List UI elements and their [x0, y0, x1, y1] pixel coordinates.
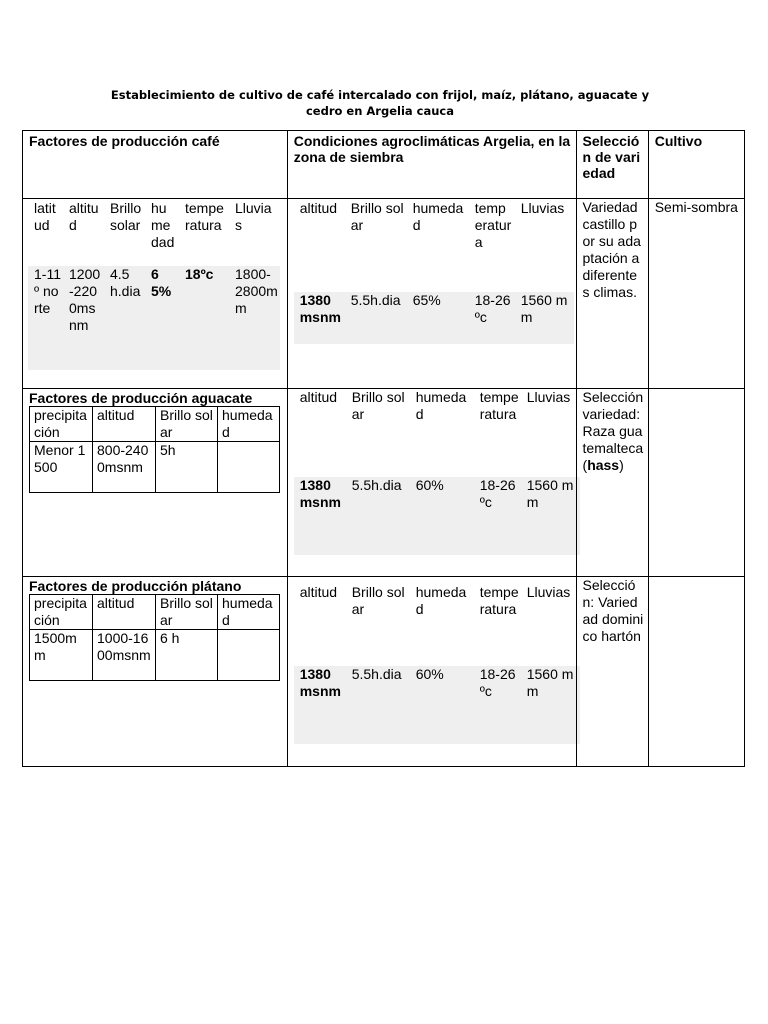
cafe-conditions-table: [294, 200, 574, 344]
platano-cond-label: Lluvias: [526, 584, 571, 600]
cafe-cond-label: Lluvias: [520, 200, 565, 216]
platano-cond-value: 60%: [410, 666, 474, 744]
header-condiciones-cell: [287, 131, 576, 199]
platano-value: 1500mm: [30, 630, 93, 681]
cafe-label: latitud: [34, 200, 56, 233]
platano-cond-label: humedad: [415, 584, 467, 617]
aguacate-cond-label: Brillo solar: [351, 389, 405, 422]
aguacate-conditions-table: [294, 389, 580, 555]
platano-cond-label: altitud: [299, 584, 338, 600]
cafe-label: Brillo solar: [110, 200, 142, 233]
header-factores-cell: [23, 131, 288, 199]
aguacate-cond-value: 5.5h.dia: [346, 477, 410, 555]
platano-factors-table: [29, 594, 280, 681]
aguacate-factors-cell: [23, 389, 288, 577]
header-condiciones: Condiciones agroclimáticas Argelia, en la zona de siembra: [293, 133, 571, 165]
cafe-label: temperatura: [185, 200, 224, 233]
platano-seleccion: Selección: Variedad dominico hartón: [582, 577, 644, 644]
platano-cond-value: 5.5h.dia: [346, 666, 410, 744]
cafe-factors-cell: [23, 199, 288, 389]
aguacate-label: altitud: [93, 407, 156, 442]
platano-value: 1000-1600msnm: [93, 630, 156, 681]
cafe-label: humedad: [151, 200, 175, 250]
cafe-value: 1-11º norte: [28, 266, 63, 370]
aguacate-seleccion-text: Selección variedad: Raza guatemalteca(: [582, 389, 644, 473]
aguacate-cond-label: temperatura: [479, 389, 519, 422]
cafe-cond-value: 5.5h.dia: [345, 292, 407, 344]
platano-cond-label: Brillo solar: [351, 584, 405, 617]
aguacate-label: humedad: [218, 407, 280, 442]
aguacate-seleccion: [577, 389, 648, 474]
cafe-conditions-cell: [287, 199, 576, 389]
cafe-factors-table: [28, 200, 280, 370]
cafe-cond-value: 1380 msnm: [294, 292, 345, 344]
platano-conditions-table: [294, 584, 580, 744]
aguacate-label: Brillo solar: [156, 407, 218, 442]
platano-label: altitud: [93, 595, 156, 630]
cafe-label: altitud: [69, 200, 99, 233]
cafe-value: 1800-2800mm: [229, 266, 280, 370]
platano-seleccion-cell: [576, 577, 648, 767]
aguacate-value: 5h: [156, 442, 218, 493]
platano-value: 6 h: [156, 630, 218, 681]
header-cultivo-cell: [648, 131, 744, 199]
cafe-cond-value: 65%: [407, 292, 469, 344]
cafe-value: 1200-2200msnm: [63, 266, 104, 370]
header-seleccion-cell: [576, 131, 648, 199]
aguacate-cultivo-cell: [648, 389, 744, 577]
aguacate-seleccion-variety: hass: [587, 457, 620, 473]
aguacate-cond-label: altitud: [299, 389, 338, 405]
platano-conditions-cell: [287, 577, 576, 767]
cafe-cond-label: Brillo solar: [350, 200, 404, 233]
platano-cond-label: temperatura: [479, 584, 519, 617]
platano-cond-value: 18-26ºc: [474, 666, 521, 744]
document-title: Establecimiento de cultivo de café intercalado con frijol, maíz, plátano, aguacate y cedro en Argelia cauca: [110, 88, 650, 118]
aguacate-cond-label: Lluvias: [526, 389, 571, 405]
cafe-cond-label: temperatura: [474, 200, 512, 250]
cafe-label: Lluvias: [235, 200, 272, 233]
aguacate-seleccion-cell: [576, 389, 648, 577]
cafe-seleccion: Variedad castillo por su adaptación a diferentes climas.: [582, 199, 641, 300]
aguacate-value: Menor 1500: [30, 442, 93, 493]
cafe-cond-label: humedad: [412, 200, 464, 233]
aguacate-conditions-cell: [287, 389, 576, 577]
aguacate-section-title: Factores de producción aguacate: [29, 390, 253, 406]
header-cultivo: Cultivo: [654, 133, 703, 149]
aguacate-cond-value: 1380 msnm: [294, 477, 346, 555]
aguacate-value: [218, 442, 280, 493]
aguacate-cond-value: 1560 mm: [521, 477, 580, 555]
cafe-value: 18ºc: [179, 266, 229, 370]
platano-cond-value: 1380 msnm: [294, 666, 346, 744]
aguacate-cond-value: 18-26ºc: [474, 477, 521, 555]
cafe-seleccion-cell: [576, 199, 648, 389]
aguacate-label: precipitación: [30, 407, 93, 442]
platano-value: [218, 630, 280, 681]
aguacate-cond-value: 60%: [410, 477, 474, 555]
aguacate-seleccion-close: ): [619, 457, 624, 473]
cafe-cond-label: altitud: [299, 200, 338, 216]
platano-label: precipitación: [30, 595, 93, 630]
platano-cultivo-cell: [648, 577, 744, 767]
platano-label: humedad: [218, 595, 280, 630]
aguacate-factors-table: [29, 406, 280, 493]
cafe-cultivo: Semi-sombra: [654, 199, 738, 215]
cafe-value: 65%: [145, 266, 179, 370]
aguacate-cond-label: humedad: [415, 389, 467, 422]
cafe-cond-value: 18-26ºc: [469, 292, 515, 344]
platano-cond-value: 1560 mm: [521, 666, 580, 744]
platano-factors-cell: [23, 577, 288, 767]
platano-label: Brillo solar: [156, 595, 218, 630]
cafe-cultivo-cell: [648, 199, 744, 389]
header-factores: Factores de producción café: [29, 133, 220, 149]
header-seleccion: Selección de variedad: [582, 133, 641, 181]
cafe-cond-value: 1560 mm: [515, 292, 574, 344]
cafe-value: 4.5 h.dia: [104, 266, 145, 370]
platano-section-title: Factores de producción plátano: [29, 578, 242, 594]
aguacate-value: 800-2400msnm: [93, 442, 156, 493]
production-table: [22, 130, 745, 767]
